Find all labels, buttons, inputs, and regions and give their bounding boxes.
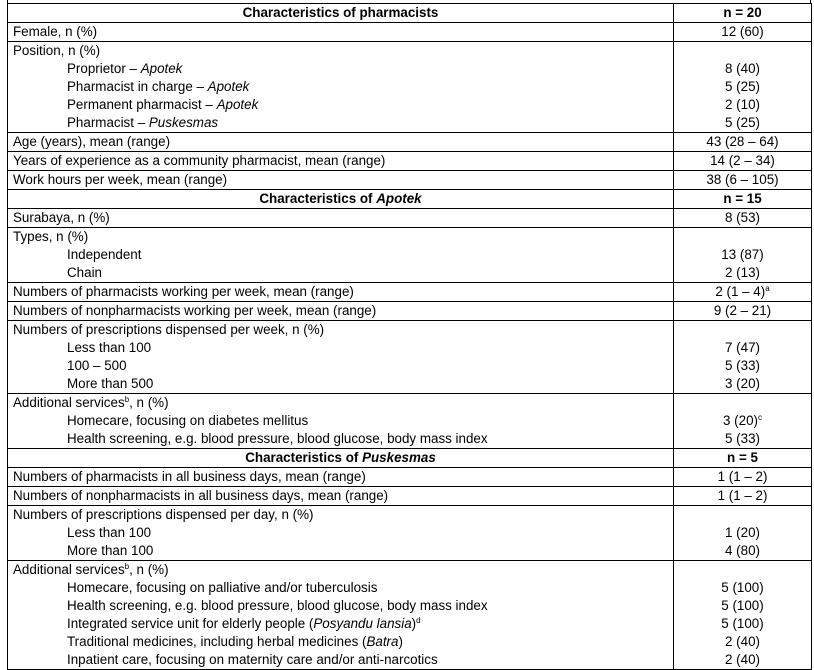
sub-item: Health screening, e.g. blood pressure, blood glucose, body mass index — [67, 431, 488, 446]
row-label-group — [8, 228, 674, 283]
section-header-apotek — [8, 190, 812, 209]
sub-item: Traditional medicines, including herbal medicines (Batra) — [67, 634, 403, 649]
sub-item: Proprietor – Apotek — [67, 61, 183, 76]
sub-value: 2 (40) — [725, 634, 760, 649]
row-value-group — [674, 506, 812, 561]
table-row — [8, 42, 812, 133]
row-label: Numbers of pharmacists in all business days, mean (range) — [8, 468, 674, 487]
table-row — [8, 283, 812, 302]
sub-item: Homecare, focusing on palliative and/or tuberculosis — [67, 580, 378, 595]
row-value: 8 (53) — [674, 209, 812, 228]
sub-item: Health screening, e.g. blood pressure, blood glucose, body mass index — [67, 598, 488, 613]
row-value: 12 (60) — [674, 23, 812, 42]
sub-value: 13 (87) — [721, 247, 764, 262]
section-title: Characteristics of pharmacists — [8, 4, 674, 23]
section-header-pharmacists — [8, 4, 812, 23]
sub-value: 1 (20) — [725, 525, 760, 540]
row-label: Numbers of nonpharmacists working per week, mean (range) — [8, 302, 674, 321]
sub-item: Less than 100 — [67, 340, 152, 355]
sub-value: 3 $(20)^c$ — [723, 413, 762, 428]
table-row — [8, 133, 812, 152]
sub-value: 7 (47) — [725, 340, 760, 355]
table-row — [8, 394, 812, 449]
row-value-group — [674, 394, 812, 449]
table-row — [8, 171, 812, 190]
section-title: Characteristics of Puskesmas — [8, 449, 674, 468]
sub-item: Inpatient care, focusing on maternity care and/or anti-narcotics — [67, 652, 438, 667]
footnote-marker: a — [765, 284, 770, 293]
row-value: 38 (6 – 105) — [674, 171, 812, 190]
group-label: Numbers of prescriptions dispensed per day, n (%) — [13, 507, 314, 522]
table-row — [8, 209, 812, 228]
row-value: 9 (2 – 21) — [674, 302, 812, 321]
row-value: 14 (2 – 34) — [674, 152, 812, 171]
table-row — [8, 228, 812, 283]
section-n: n = 5 — [674, 449, 812, 468]
sub-value: 8 (40) — [725, 61, 760, 76]
sub-item: Less than 100 — [67, 525, 152, 540]
sub-item: More than 100 — [67, 543, 154, 558]
characteristics-table — [7, 3, 812, 670]
sub-value: 2 (40) — [725, 652, 760, 667]
row-label-group — [8, 506, 674, 561]
table-row — [8, 321, 812, 394]
sub-item: Independent — [67, 247, 142, 262]
row-label-group — [8, 394, 674, 449]
table-row — [8, 23, 812, 42]
row-label-group — [8, 321, 674, 394]
row-value: 43 (28 – 64) — [674, 133, 812, 152]
sub-value: 5 (33) — [725, 358, 760, 373]
sub-item: 100 – 500 — [67, 358, 127, 373]
sub-value: 5 (25) — [725, 115, 760, 130]
group-label: Numbers of prescriptions dispensed per week, n (%) — [13, 322, 325, 337]
group-label: Position, n (%) — [13, 43, 101, 58]
row-label: Work hours per week, mean (range) — [8, 171, 674, 190]
row-value: 1 (1 – 2) — [674, 468, 812, 487]
row-label: Years of experience as a community pharmacist, mean (range) — [8, 152, 674, 171]
table-bottom-edge — [7, 648, 811, 655]
sub-value: 5 (100) — [721, 598, 764, 613]
table-row — [8, 487, 812, 506]
row-label-group — [8, 42, 674, 133]
section-header-puskesmas — [8, 449, 812, 468]
section-title: Characteristics of Apotek — [8, 190, 674, 209]
sub-value: 2 (13) — [725, 265, 760, 280]
row-label: Female, n (%) — [8, 23, 674, 42]
sub-value: 5 (100) — [721, 616, 764, 631]
table-row — [8, 302, 812, 321]
group-label: Types, n (%) — [13, 229, 89, 244]
row-value-group — [674, 42, 812, 133]
group-label: Additional services$^b$, n (%) — [13, 562, 169, 577]
row-label: Numbers of nonpharmacists in all business days, mean (range) — [8, 487, 674, 506]
sub-item: Homecare, focusing on diabetes mellitus — [67, 413, 309, 428]
sub-value: 5 (100) — [721, 580, 764, 595]
group-label: Additional services$^b$, n (%) — [13, 395, 169, 410]
sub-item: Chain — [67, 265, 102, 280]
table-row — [8, 506, 812, 561]
sub-item: Pharmacist in charge – Apotek — [67, 79, 250, 94]
sub-value: 5 (25) — [725, 79, 760, 94]
sub-value: 2 (10) — [725, 97, 760, 112]
row-value-group — [674, 321, 812, 394]
sub-item: More than 500 — [67, 376, 154, 391]
row-value: 1 (1 – 2) — [674, 487, 812, 506]
section-n: n = 20 — [674, 4, 812, 23]
row-value: 2 (1 – 4)$^a$ — [674, 283, 812, 302]
sub-item: Integrated service unit for elderly people (Posyandu lansia)$^d$ — [67, 616, 421, 631]
row-label: Numbers of pharmacists working per week, mean (range) — [8, 283, 674, 302]
table-row — [8, 468, 812, 487]
sub-item: Permanent pharmacist – Apotek — [67, 97, 259, 112]
table-row — [8, 152, 812, 171]
sub-item: Pharmacist – Puskesmas — [67, 115, 219, 130]
sub-value: 5 (33) — [725, 431, 760, 446]
sub-value: 3 (20) — [725, 376, 760, 391]
sub-value: 4 (80) — [725, 543, 760, 558]
row-label: Surabaya, n (%) — [8, 209, 674, 228]
section-n: n = 15 — [674, 190, 812, 209]
row-label: Age (years), mean (range) — [8, 133, 674, 152]
row-value-group — [674, 228, 812, 283]
